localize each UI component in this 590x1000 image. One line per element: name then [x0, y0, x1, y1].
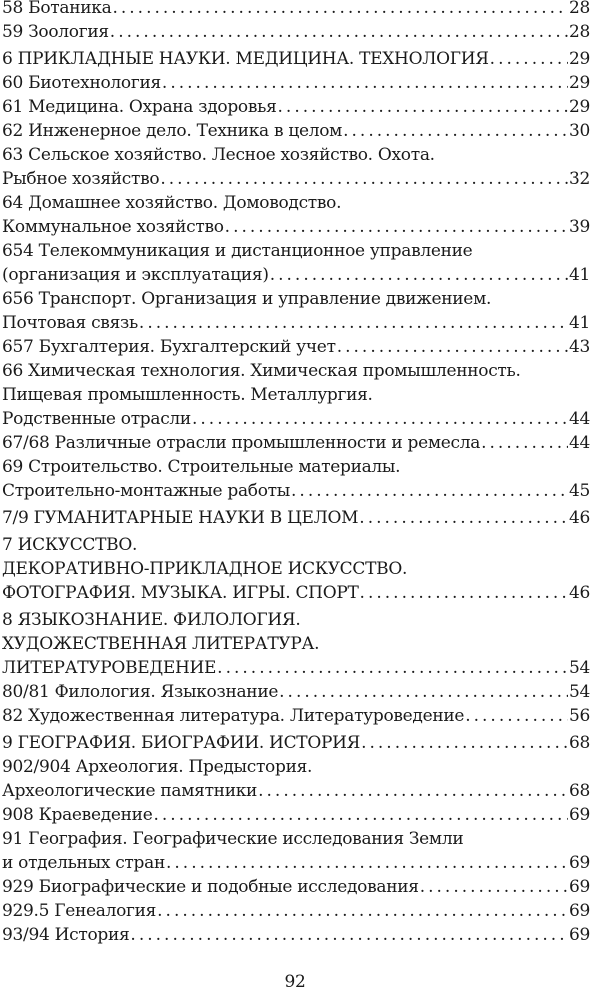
toc-entry-page: 69 — [568, 925, 590, 945]
table-of-contents — [2, 0, 590, 947]
toc-entry-row — [2, 704, 590, 728]
toc-entry — [2, 239, 590, 287]
toc-entry-title-line: 656 Транспорт. Организация и управление движением. — [2, 289, 492, 309]
toc-entry — [2, 0, 590, 20]
toc-entry-page: 43 — [568, 337, 590, 357]
toc-entry-row — [2, 47, 590, 71]
dot-leader — [258, 779, 568, 803]
toc-entry-title-line: 91 География. Географические исследования Земли — [2, 829, 464, 849]
toc-entry-page: 30 — [568, 121, 590, 141]
dot-leader — [162, 71, 568, 95]
toc-entry-title: Почтовая связь — [2, 313, 138, 333]
page-number: 92 — [284, 972, 306, 992]
toc-entry-row — [2, 431, 590, 455]
toc-entry-page: 54 — [568, 682, 590, 702]
toc-entry-page: 28 — [568, 22, 590, 42]
dot-leader — [157, 899, 568, 923]
dot-leader — [361, 731, 568, 755]
toc-entry-title: 58 Ботаника — [2, 0, 112, 18]
toc-entry-page: 39 — [568, 217, 590, 237]
toc-entry-page: 32 — [568, 169, 590, 189]
toc-entry-page: 44 — [568, 433, 590, 453]
toc-entry-row — [2, 779, 590, 803]
toc-entry — [2, 191, 590, 239]
toc-entry-row — [2, 851, 590, 875]
toc-entry-title: ФОТОГРАФИЯ. МУЗЫКА. ИГРЫ. СПОРТ — [2, 583, 359, 603]
toc-entry-title: 657 Бухгалтерия. Бухгалтерский учет — [2, 337, 336, 357]
toc-entry — [2, 143, 590, 191]
dot-leader — [166, 851, 568, 875]
toc-entry-title: 59 Зоология — [2, 22, 109, 42]
toc-entry-title-line: 654 Телекоммуникация и дистанционное управление — [2, 241, 473, 261]
dot-leader — [465, 704, 568, 728]
toc-entry-row — [2, 20, 590, 44]
toc-entry-row — [2, 506, 590, 530]
toc-entry-row — [2, 215, 590, 239]
toc-entry-title-line: 64 Домашнее хозяйство. Домоводство. — [2, 193, 342, 213]
dot-leader — [291, 479, 568, 503]
toc-entry — [2, 875, 590, 899]
toc-entry — [2, 680, 590, 704]
dot-leader — [343, 119, 568, 143]
dot-leader — [160, 167, 568, 191]
toc-entry-row — [2, 0, 590, 20]
dot-leader — [225, 215, 568, 239]
toc-entry — [2, 533, 590, 605]
toc-entry-title: 60 Биотехнология — [2, 73, 161, 93]
toc-entry-title-line: 902/904 Археология. Предыстория. — [2, 757, 313, 777]
toc-entry-title: 80/81 Филология. Языкознание — [2, 682, 279, 702]
toc-entry — [2, 827, 590, 875]
toc-entry-page: 68 — [568, 733, 590, 753]
toc-entry-row — [2, 311, 590, 335]
toc-entry — [2, 95, 590, 119]
toc-entry-row — [2, 479, 590, 503]
toc-entry-title-line: ХУДОЖЕСТВЕННАЯ ЛИТЕРАТУРА. — [2, 634, 320, 654]
toc-entry-page: 69 — [568, 901, 590, 921]
dot-leader — [337, 335, 568, 359]
dot-leader — [360, 581, 568, 605]
toc-entry-title: Коммунальное хозяйство — [2, 217, 224, 237]
toc-entry — [2, 923, 590, 947]
toc-entry-title: 93/94 История — [2, 925, 130, 945]
toc-entry — [2, 20, 590, 44]
toc-entry-row — [2, 731, 590, 755]
toc-entry-page: 54 — [568, 658, 590, 678]
toc-entry-row — [2, 581, 590, 605]
toc-entry — [2, 335, 590, 359]
toc-entry-row — [2, 656, 590, 680]
toc-entry-title-line: ДЕКОРАТИВНО-ПРИКЛАДНОЕ ИСКУССТВО. — [2, 559, 408, 579]
toc-entry-title-line: 7 ИСКУССТВО. — [2, 535, 138, 555]
toc-entry-row — [2, 263, 590, 287]
toc-entry-page: 41 — [568, 265, 590, 285]
toc-entry-page: 28 — [568, 0, 590, 18]
toc-entry — [2, 755, 590, 803]
dot-leader — [481, 431, 568, 455]
toc-entry — [2, 704, 590, 728]
toc-entry-page: 69 — [568, 877, 590, 897]
toc-entry-row — [2, 899, 590, 923]
dot-leader — [153, 803, 567, 827]
toc-entry-title: Родственные отрасли — [2, 409, 191, 429]
toc-entry-page: 44 — [568, 409, 590, 429]
toc-entry-title: 6 ПРИКЛАДНЫЕ НАУКИ. МЕДИЦИНА. ТЕХНОЛОГИЯ — [2, 49, 489, 69]
toc-entry — [2, 119, 590, 143]
toc-entry-title-line: 69 Строительство. Строительные материалы. — [2, 457, 401, 477]
toc-entry — [2, 455, 590, 503]
dot-leader — [217, 656, 568, 680]
toc-entry-row — [2, 407, 590, 431]
toc-entry-row — [2, 119, 590, 143]
toc-entry-page: 29 — [568, 49, 590, 69]
toc-entry-row — [2, 71, 590, 95]
dot-leader — [279, 680, 568, 704]
toc-entry-page: 68 — [568, 781, 590, 801]
toc-entry — [2, 71, 590, 95]
toc-entry-title: 9 ГЕОГРАФИЯ. БИОГРАФИИ. ИСТОРИЯ — [2, 733, 361, 753]
toc-entry-title-line: 63 Сельское хозяйство. Лесное хозяйство. Охота. — [2, 145, 435, 165]
toc-entry-row — [2, 167, 590, 191]
toc-entry-title-line: 66 Химическая технология. Химическая промышленность. — [2, 361, 521, 381]
dot-leader — [110, 20, 568, 44]
toc-entry-title: Археологические памятники — [2, 781, 258, 801]
toc-entry — [2, 431, 590, 455]
dot-leader — [130, 923, 568, 947]
toc-entry-row — [2, 95, 590, 119]
dot-leader — [490, 47, 568, 71]
toc-entry-page: 46 — [568, 508, 590, 528]
dot-leader — [420, 875, 568, 899]
toc-entry-title: Рыбное хозяйство — [2, 169, 160, 189]
toc-entry — [2, 608, 590, 680]
dot-leader — [112, 0, 568, 20]
toc-entry-page: 69 — [568, 805, 590, 825]
toc-entry-title-line: Пищевая промышленность. Металлургия. — [2, 385, 373, 405]
toc-entry — [2, 899, 590, 923]
toc-entry-page: 46 — [568, 583, 590, 603]
dot-leader — [192, 407, 568, 431]
toc-entry-title: и отдельных стран — [2, 853, 165, 873]
toc-entry — [2, 731, 590, 755]
dot-leader — [270, 263, 568, 287]
toc-entry-title: 908 Краеведение — [2, 805, 153, 825]
toc-entry-title: Строительно-монтажные работы — [2, 481, 291, 501]
toc-entry — [2, 287, 590, 335]
toc-entry-page: 69 — [568, 853, 590, 873]
toc-entry-page: 56 — [568, 706, 590, 726]
toc-entry-title: (организация и эксплуатация) — [2, 265, 269, 285]
toc-entry-title: ЛИТЕРАТУРОВЕДЕНИЕ — [2, 658, 217, 678]
toc-entry-page: 29 — [568, 97, 590, 117]
toc-entry — [2, 803, 590, 827]
toc-entry-page: 41 — [568, 313, 590, 333]
toc-entry-row — [2, 875, 590, 899]
dot-leader — [359, 506, 568, 530]
toc-entry — [2, 359, 590, 431]
toc-entry-title-line: 8 ЯЗЫКОЗНАНИЕ. ФИЛОЛОГИЯ. — [2, 610, 301, 630]
toc-entry-row — [2, 923, 590, 947]
toc-entry-title: 7/9 ГУМАНИТАРНЫЕ НАУКИ В ЦЕЛОМ — [2, 508, 359, 528]
toc-entry-title: 929 Биографические и подобные исследования — [2, 877, 419, 897]
toc-entry-title: 62 Инженерное дело. Техника в целом — [2, 121, 343, 141]
dot-leader — [139, 311, 568, 335]
toc-entry-page: 29 — [568, 73, 590, 93]
toc-entry — [2, 47, 590, 71]
toc-entry-title: 67/68 Различные отрасли промышленности и ремесла — [2, 433, 481, 453]
toc-entry-title: 61 Медицина. Охрана здоровья — [2, 97, 277, 117]
dot-leader — [278, 95, 568, 119]
toc-entry-title: 929.5 Генеалогия — [2, 901, 157, 921]
toc-entry-row — [2, 335, 590, 359]
toc-entry-row — [2, 680, 590, 704]
toc-entry-title: 82 Художественная литература. Литературоведение — [2, 706, 465, 726]
toc-entry-page: 45 — [568, 481, 590, 501]
toc-entry-row — [2, 803, 590, 827]
toc-entry — [2, 506, 590, 530]
